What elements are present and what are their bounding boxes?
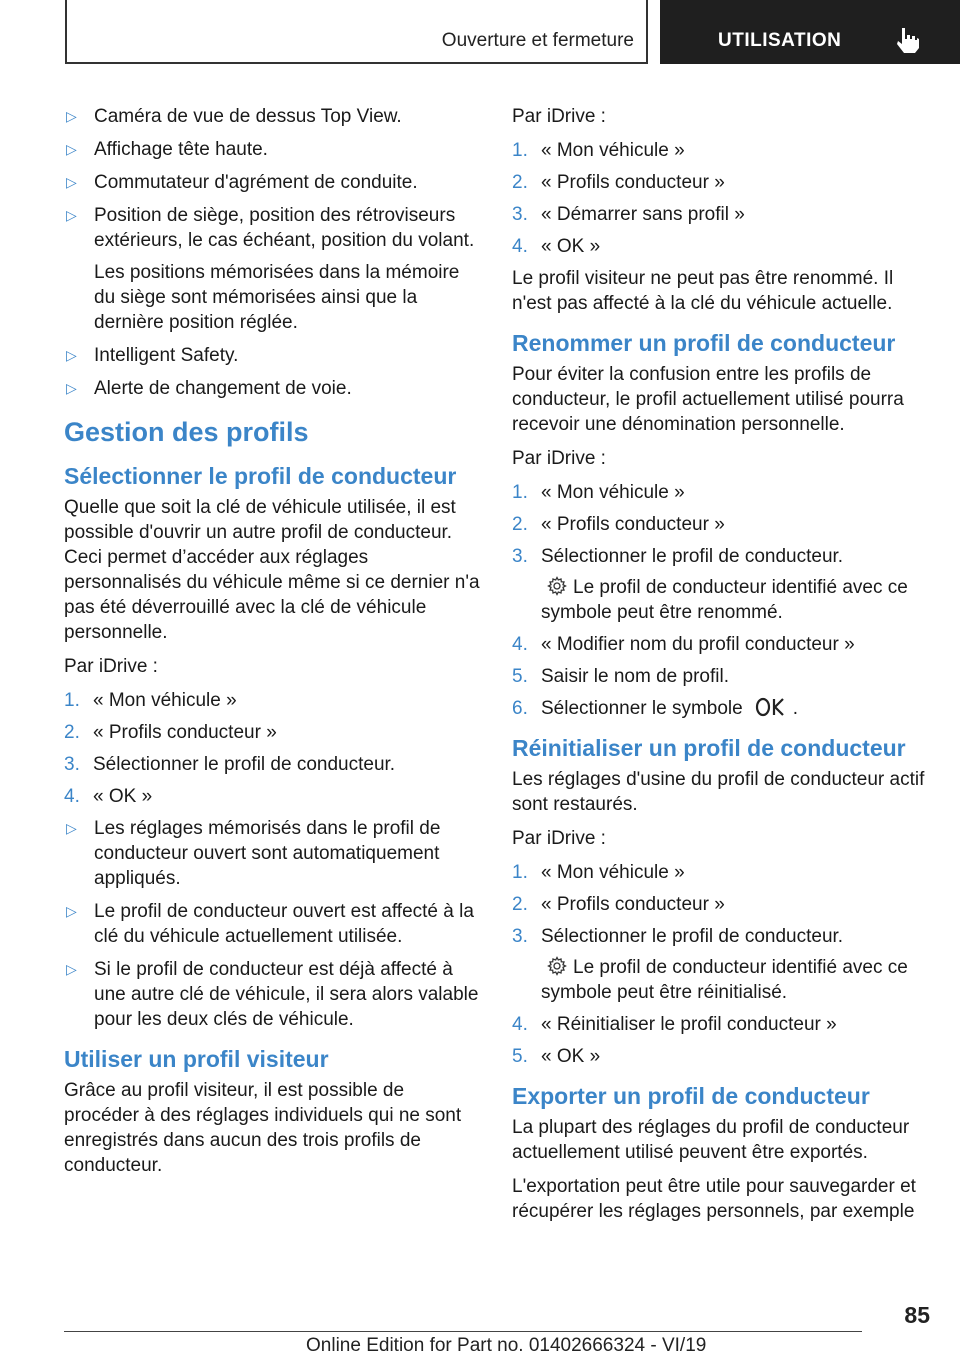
footer-divider	[64, 1331, 862, 1332]
section-title: Ouverture et fermeture	[441, 30, 634, 51]
triangle-bullet-icon: ▷	[66, 380, 77, 396]
triangle-bullet-icon: ▷	[66, 820, 77, 836]
paragraph-export-2: L'exportation peut être utile pour sauvegarder et récupérer les réglages personnels, par exemple	[512, 1176, 916, 1222]
gear-icon	[547, 576, 567, 596]
steps-reset-profile	[512, 860, 932, 1069]
paragraph-visitor-note: Le profil visiteur ne peut pas être renommé. Il n'est pas affecté à la clé du véhicule actuelle.	[512, 268, 894, 314]
list-item: 4. « Modifier nom du profil conducteur »	[512, 634, 855, 655]
right-column	[512, 104, 932, 1233]
select-profile-results	[64, 816, 480, 1032]
reset-note: Le profil de conducteur identifié avec ce symbole peut être réinitialisé.	[541, 957, 908, 1003]
triangle-bullet-icon: ▷	[66, 961, 77, 977]
list-item-subtext: Les positions mémorisées dans la mémoire du siège sont mémorisées ainsi que la dernière position réglée.	[94, 262, 460, 333]
triangle-bullet-icon: ▷	[66, 141, 77, 157]
steps-rename-profile	[512, 480, 932, 721]
page-number: 85	[904, 1302, 930, 1328]
gear-icon	[547, 956, 567, 976]
triangle-bullet-icon: ▷	[66, 174, 77, 190]
left-column	[64, 104, 480, 1187]
list-item: ▷ Affichage tête haute.	[66, 139, 268, 160]
steps-visitor-profile	[512, 138, 932, 259]
steps-select-profile	[64, 688, 480, 809]
list-item: ▷ Le profil de conducteur ouvert est affecté à la clé du véhicule actuellement utilisée.	[66, 901, 474, 947]
list-item: ▷ Position de siège, position des rétroviseurs extérieurs, le cas échéant, position du volant. Les positions mémorisées dans la mémoire du siège sont mémorisées ainsi que la dernière position réglée.	[64, 203, 480, 335]
paragraph-par-idrive: Par iDrive :	[64, 656, 158, 677]
list-item: 2. « Profils conducteur »	[512, 894, 725, 915]
triangle-bullet-icon: ▷	[66, 207, 77, 223]
triangle-bullet-icon: ▷	[66, 903, 77, 919]
list-item: 5. « OK »	[512, 1046, 601, 1067]
heading-select-profile: Sélectionner le profil de conducteur	[64, 463, 457, 489]
list-item: 1. « Mon véhicule »	[512, 482, 685, 503]
list-item: 2. « Profils conducteur »	[512, 172, 725, 193]
feature-list	[64, 104, 480, 401]
heading-export-profile: Exporter un profil de conducteur	[512, 1083, 870, 1109]
list-item: 3. Sélectionner le profil de conducteur. Le profil de conducteur identifié avec ce symbole peut être renommé.	[512, 544, 932, 625]
hand-pointer-icon	[894, 26, 920, 54]
list-item: ▷ Alerte de changement de voie.	[66, 378, 352, 399]
header-chapter-box	[660, 0, 960, 64]
list-item: ▷ Si le profil de conducteur est déjà affecté à une autre clé de véhicule, il sera alors valable pour les deux clés de véhicule.	[66, 959, 479, 1030]
list-item: ▷ Les réglages mémorisés dans le profil de conducteur ouvert sont automatiquement appliqués.	[66, 818, 441, 889]
header-section-box	[65, 0, 648, 64]
list-item: 1. « Mon véhicule »	[512, 140, 685, 161]
list-item: 4. « OK »	[512, 236, 601, 257]
paragraph-par-idrive: Par iDrive :	[512, 828, 606, 849]
paragraph-select-profile: Quelle que soit la clé de véhicule utilisée, il est possible d'ouvrir un autre profil de conducteur. Ceci permet d’accéder aux réglages personnalisés du véhicule même si ce dernier n'a pas été déverrouillé avec la clé de véhicule personnelle.	[64, 497, 480, 643]
paragraph-par-idrive: Par iDrive :	[512, 448, 606, 469]
heading-reset-profile: Réinitialiser un profil de conducteur	[512, 735, 906, 761]
heading-visitor-profile: Utiliser un profil visiteur	[64, 1046, 329, 1072]
paragraph-export-1: La plupart des réglages du profil de conducteur actuellement utilisé peuvent être exportés.	[512, 1117, 910, 1163]
rename-note: Le profil de conducteur identifié avec ce symbole peut être renommé.	[541, 577, 908, 623]
triangle-bullet-icon: ▷	[66, 108, 77, 124]
list-item: 5. Saisir le nom de profil.	[512, 666, 729, 687]
heading-gestion-profils: Gestion des profils	[64, 417, 309, 447]
list-item: 6. Sélectionner le symbole .	[512, 698, 798, 719]
heading-rename-profile: Renommer un profil de conducteur	[512, 330, 896, 356]
list-item: 4. « OK »	[64, 786, 153, 807]
paragraph-visitor-profile: Grâce au profil visiteur, il est possible de procéder à des réglages individuels qui ne sont enregistrés dans aucun des trois profils de conducteur.	[64, 1080, 462, 1176]
list-item: 3. Sélectionner le profil de conducteur. Le profil de conducteur identifié avec ce symbole peut être réinitialisé.	[512, 924, 932, 1005]
list-item: ▷ Intelligent Safety.	[66, 345, 239, 366]
list-item: 3. « Démarrer sans profil »	[512, 204, 745, 225]
chapter-title: UTILISATION	[718, 30, 842, 51]
list-item: 4. « Réinitialiser le profil conducteur »	[512, 1014, 837, 1035]
list-item: 2. « Profils conducteur »	[512, 514, 725, 535]
list-item: 3. Sélectionner le profil de conducteur.	[64, 754, 396, 775]
list-item: ▷ Caméra de vue de dessus Top View.	[66, 106, 402, 127]
triangle-bullet-icon: ▷	[66, 347, 77, 363]
paragraph-rename-profile: Pour éviter la confusion entre les profils de conducteur, le profil actuellement utilisé pourra recevoir une dénomination personnelle.	[512, 364, 904, 435]
paragraph-par-idrive: Par iDrive :	[512, 106, 606, 127]
list-item: 2. « Profils conducteur »	[64, 722, 277, 743]
footer-edition: Online Edition for Part no. 01402666324 - VI/19	[306, 1335, 707, 1356]
list-item: 1. « Mon véhicule »	[512, 862, 685, 883]
paragraph-reset-profile: Les réglages d'usine du profil de conducteur actif sont restaurés.	[512, 769, 925, 815]
ok-symbol-icon	[755, 697, 785, 717]
list-item: ▷ Commutateur d'agrément de conduite.	[66, 172, 418, 193]
list-item: 1. « Mon véhicule »	[64, 690, 237, 711]
